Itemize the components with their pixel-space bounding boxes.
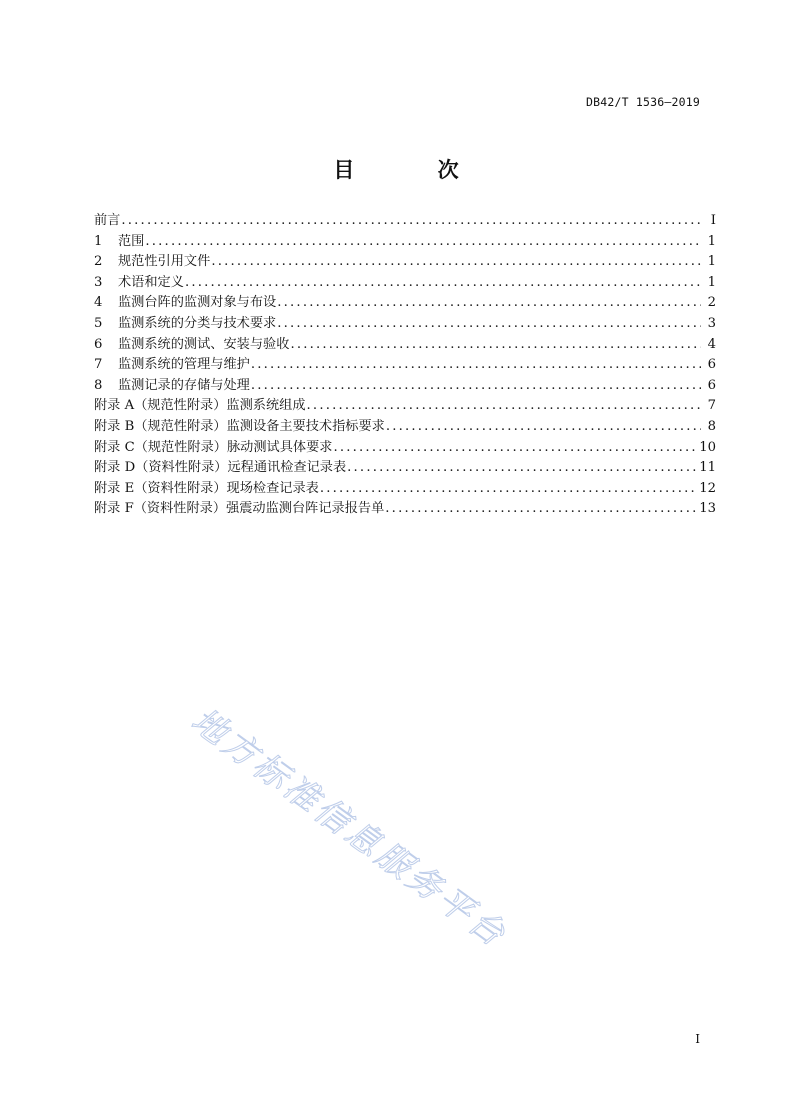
- toc-entry-page: 11: [699, 460, 716, 476]
- dot-leader: [347, 458, 696, 479]
- dot-leader: [251, 355, 701, 376]
- toc-entry-page: 7: [707, 398, 716, 414]
- dot-leader: [121, 211, 701, 232]
- toc-entry-7[interactable]: [94, 355, 716, 376]
- toc-entry-number: 5: [94, 315, 103, 331]
- toc-entry-label: 附录 A（规范性附录）监测系统组成: [94, 398, 306, 414]
- dot-leader: [251, 376, 701, 397]
- dot-leader: [385, 499, 696, 520]
- toc-entry-6[interactable]: [94, 335, 716, 356]
- toc-entry-number: 8: [94, 377, 103, 393]
- dot-leader: [277, 314, 701, 335]
- toc-entry-page: 4: [707, 336, 716, 352]
- toc-entry-number: 7: [94, 357, 103, 373]
- toc-entry-page: 13: [699, 501, 716, 517]
- toc-entry-number: 6: [94, 336, 103, 352]
- document-code: DB42/T 1536—2019: [586, 95, 700, 109]
- toc-entry-page: 1: [707, 233, 716, 249]
- dot-leader: [386, 417, 701, 438]
- toc-entry-1[interactable]: [94, 232, 716, 253]
- toc-entry-appendix-c[interactable]: [94, 438, 716, 459]
- toc-entry-page: 6: [707, 357, 716, 373]
- toc-entry-label: 监测系统的管理与维护: [118, 357, 250, 373]
- toc-title: 目 次: [333, 158, 497, 182]
- toc-entry-label: 监测记录的存储与处理: [118, 377, 250, 393]
- toc-entry-4[interactable]: [94, 293, 716, 314]
- toc-entry-appendix-d[interactable]: [94, 458, 716, 479]
- dot-leader: [333, 438, 696, 459]
- toc-entry-label: 附录 B（规范性附录）监测设备主要技术指标要求: [94, 418, 385, 434]
- toc-entry-page: 12: [699, 480, 716, 496]
- toc-entry-preface[interactable]: [94, 211, 716, 232]
- watermark: 地方标准信息服务平台: [183, 700, 515, 957]
- toc-entry-page: 1: [707, 274, 716, 290]
- toc-entry-appendix-f[interactable]: [94, 499, 716, 520]
- toc-entry-number: 3: [94, 274, 103, 290]
- dot-leader: [211, 252, 701, 273]
- toc-entry-label: 监测系统的测试、安装与验收: [118, 336, 290, 352]
- toc-entry-label: 附录 C（规范性附录）脉动测试具体要求: [94, 439, 333, 455]
- toc-entry-label: 附录 D（资料性附录）远程通讯检查记录表: [94, 460, 347, 476]
- dot-leader: [320, 479, 696, 500]
- toc-entry-label: 前言: [94, 213, 121, 228]
- toc-entry-page: 1: [707, 254, 716, 270]
- toc-entry-appendix-e[interactable]: [94, 479, 716, 500]
- toc-entry-label: 监测系统的分类与技术要求: [118, 315, 277, 331]
- toc-entry-label: 监测台阵的监测对象与布设: [118, 295, 277, 311]
- toc-entry-number: 4: [94, 295, 103, 311]
- dot-leader: [307, 396, 701, 417]
- toc-entry-number: 2: [94, 254, 103, 270]
- toc-entry-label: 附录 E（资料性附录）现场检查记录表: [94, 480, 319, 496]
- toc-entry-label: 术语和定义: [118, 274, 184, 290]
- dot-leader: [290, 335, 701, 356]
- toc-entry-page: 3: [707, 315, 716, 331]
- toc-entry-number: 1: [94, 233, 103, 249]
- table-of-contents: [94, 211, 716, 520]
- dot-leader: [145, 232, 701, 253]
- dot-leader: [185, 273, 701, 294]
- toc-entry-label: 附录 F（资料性附录）强震动监测台阵记录报告单: [94, 501, 385, 517]
- toc-entry-page: 2: [707, 295, 716, 311]
- toc-entry-page: 6: [707, 377, 716, 393]
- toc-entry-8[interactable]: [94, 376, 716, 397]
- toc-entry-appendix-b[interactable]: [94, 417, 716, 438]
- toc-entry-3[interactable]: [94, 273, 716, 294]
- toc-entry-page: I: [710, 213, 716, 228]
- toc-entry-label: 规范性引用文件: [118, 254, 211, 270]
- toc-entry-page: 8: [707, 418, 716, 434]
- dot-leader: [277, 293, 701, 314]
- toc-entry-5[interactable]: [94, 314, 716, 335]
- toc-entry-appendix-a[interactable]: [94, 396, 716, 417]
- toc-entry-page: 10: [699, 439, 716, 455]
- toc-entry-label: 范围: [118, 233, 145, 249]
- page-number: I: [695, 1032, 700, 1046]
- toc-entry-2[interactable]: [94, 252, 716, 273]
